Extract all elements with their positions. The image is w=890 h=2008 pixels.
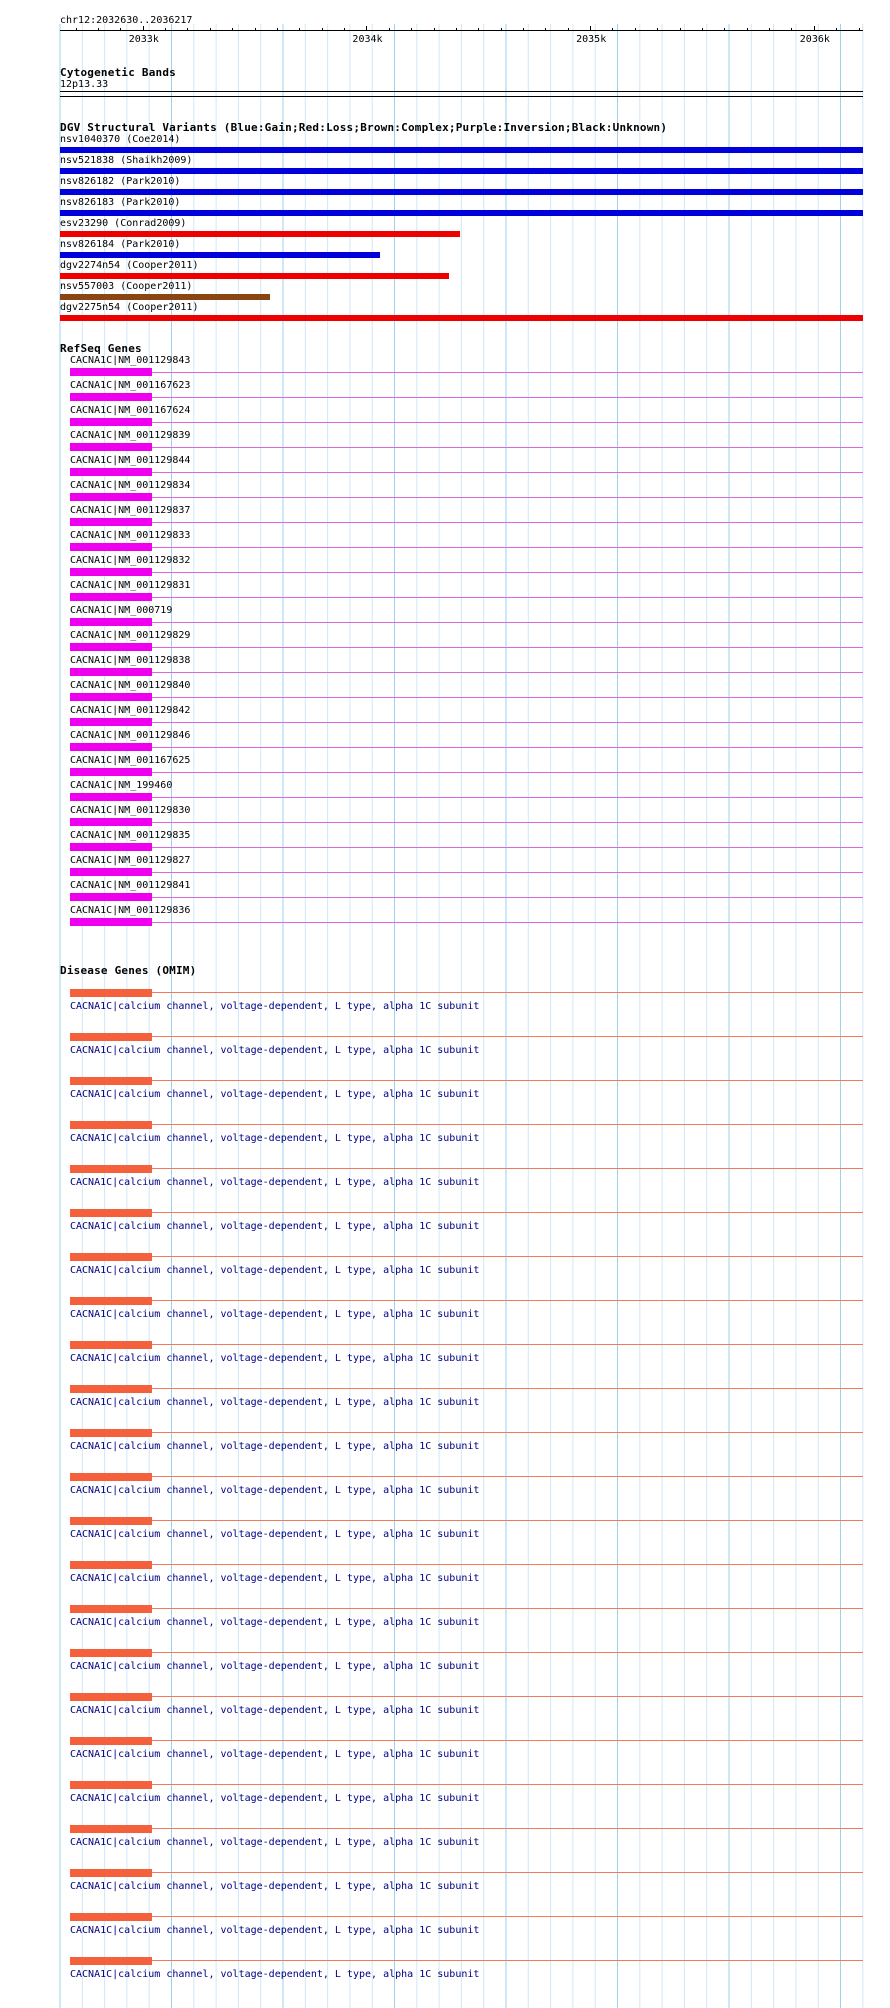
omim-gene-bar[interactable] — [70, 1121, 152, 1129]
omim-gene-label[interactable]: CACNA1C|calcium channel, voltage-dependent, L type, alpha 1C subunit — [70, 1089, 480, 1100]
refseq-intron-line[interactable] — [152, 872, 863, 873]
refseq-gene-label[interactable]: CACNA1C|NM_001167625 — [70, 755, 191, 766]
refseq-exon[interactable] — [70, 468, 152, 476]
cytoband-band-outline-top — [60, 91, 863, 92]
omim-gene-bar[interactable] — [70, 1165, 152, 1173]
ruler-minor-tick — [277, 28, 278, 31]
refseq-exon[interactable] — [70, 418, 152, 426]
omim-gene-label[interactable]: CACNA1C|calcium channel, voltage-dependent, L type, alpha 1C subunit — [70, 1881, 480, 1892]
omim-gene-bar[interactable] — [70, 1605, 152, 1613]
refseq-exon[interactable] — [70, 668, 152, 676]
refseq-intron-line[interactable] — [152, 372, 863, 373]
refseq-intron-line[interactable] — [152, 747, 863, 748]
refseq-intron-line[interactable] — [152, 797, 863, 798]
refseq-intron-line[interactable] — [152, 847, 863, 848]
refseq-intron-line[interactable] — [152, 547, 863, 548]
dgv-variant-label[interactable]: nsv826183 (Park2010) — [60, 197, 181, 208]
ruler-minor-tick — [143, 28, 144, 31]
refseq-gene-label[interactable]: CACNA1C|NM_001129838 — [70, 655, 191, 666]
omim-gene-line[interactable] — [152, 1564, 863, 1565]
omim-gene-bar[interactable] — [70, 989, 152, 997]
dgv-variant-label[interactable]: nsv1040370 (Coe2014) — [60, 134, 181, 145]
omim-gene-line[interactable] — [152, 1696, 863, 1697]
ruler-minor-tick — [612, 28, 613, 31]
refseq-track — [0, 342, 890, 922]
location-label: chr12:2032630..2036217 — [60, 15, 193, 26]
omim-gene-bar[interactable] — [70, 1957, 152, 1965]
refseq-exon[interactable] — [70, 718, 152, 726]
dgv-variant-label[interactable]: nsv826182 (Park2010) — [60, 176, 181, 187]
dgv-variant-label[interactable]: dgv2275n54 (Cooper2011) — [60, 302, 199, 313]
dgv-variant-bar[interactable] — [60, 315, 863, 321]
ruler-minor-tick — [590, 28, 591, 31]
refseq-title: RefSeq Genes — [60, 342, 142, 355]
refseq-exon[interactable] — [70, 693, 152, 701]
omim-gene-line[interactable] — [152, 1388, 863, 1389]
ruler-minor-tick — [344, 28, 345, 31]
omim-gene-bar[interactable] — [70, 1209, 152, 1217]
dgv-variant-bar[interactable] — [60, 168, 863, 174]
ruler-minor-tick — [568, 28, 569, 31]
dgv-variant-bar[interactable] — [60, 231, 460, 237]
omim-track — [0, 964, 890, 2004]
refseq-exon[interactable] — [70, 793, 152, 801]
dgv-variant-label[interactable]: nsv557003 (Cooper2011) — [60, 281, 193, 292]
refseq-exon[interactable] — [70, 768, 152, 776]
refseq-intron-line[interactable] — [152, 672, 863, 673]
refseq-gene-label[interactable]: CACNA1C|NM_001129829 — [70, 630, 191, 641]
dgv-variant-label[interactable]: dgv2274n54 (Cooper2011) — [60, 260, 199, 271]
omim-gene-line[interactable] — [152, 1256, 863, 1257]
omim-gene-line[interactable] — [152, 1212, 863, 1213]
refseq-exon[interactable] — [70, 368, 152, 376]
ruler-minor-tick — [478, 28, 479, 31]
refseq-gene-label[interactable]: CACNA1C|NM_001129832 — [70, 555, 191, 566]
refseq-exon[interactable] — [70, 843, 152, 851]
cytoband-band-outline-bottom — [60, 96, 863, 97]
dgv-variant-bar[interactable] — [60, 273, 449, 279]
omim-gene-bar[interactable] — [70, 1517, 152, 1525]
refseq-gene-label[interactable]: CACNA1C|NM_001129841 — [70, 880, 191, 891]
omim-gene-bar[interactable] — [70, 1429, 152, 1437]
ruler-tick-label: 2034k — [352, 34, 383, 45]
cytoband-label: 12p13.33 — [60, 79, 109, 90]
ruler-minor-tick — [724, 28, 725, 31]
omim-gene-line[interactable] — [152, 1520, 863, 1521]
omim-gene-label[interactable]: CACNA1C|calcium channel, voltage-dependent, L type, alpha 1C subunit — [70, 1353, 480, 1364]
refseq-intron-line[interactable] — [152, 822, 863, 823]
refseq-gene-label[interactable]: CACNA1C|NM_001129831 — [70, 580, 191, 591]
refseq-exon[interactable] — [70, 618, 152, 626]
ruler-minor-tick — [791, 28, 792, 31]
omim-gene-line[interactable] — [152, 1080, 863, 1081]
refseq-gene-label[interactable]: CACNA1C|NM_001129842 — [70, 705, 191, 716]
refseq-gene-label[interactable]: CACNA1C|NM_000719 — [70, 605, 173, 616]
ruler-minor-tick — [769, 28, 770, 31]
ruler-minor-tick — [98, 28, 99, 31]
ruler-minor-tick — [635, 28, 636, 31]
omim-gene-line[interactable] — [152, 1432, 863, 1433]
refseq-intron-line[interactable] — [152, 697, 863, 698]
omim-gene-line[interactable] — [152, 1740, 863, 1741]
refseq-intron-line[interactable] — [152, 522, 863, 523]
omim-gene-line[interactable] — [152, 992, 863, 993]
refseq-exon[interactable] — [70, 743, 152, 751]
omim-gene-bar[interactable] — [70, 1341, 152, 1349]
refseq-gene-label[interactable]: CACNA1C|NM_001129839 — [70, 430, 191, 441]
ruler — [0, 0, 890, 50]
omim-gene-label[interactable]: CACNA1C|calcium channel, voltage-dependent, L type, alpha 1C subunit — [70, 1001, 480, 1012]
refseq-gene-label[interactable]: CACNA1C|NM_001129835 — [70, 830, 191, 841]
omim-gene-bar[interactable] — [70, 1561, 152, 1569]
omim-gene-line[interactable] — [152, 1608, 863, 1609]
refseq-intron-line[interactable] — [152, 597, 863, 598]
refseq-gene-label[interactable]: CACNA1C|NM_001129836 — [70, 905, 191, 916]
omim-gene-bar[interactable] — [70, 1033, 152, 1041]
refseq-intron-line[interactable] — [152, 397, 863, 398]
refseq-gene-label[interactable]: CACNA1C|NM_001129840 — [70, 680, 191, 691]
ruler-tick-label: 2035k — [576, 34, 607, 45]
ruler-minor-tick — [836, 28, 837, 31]
ruler-minor-tick — [322, 28, 323, 31]
omim-gene-bar[interactable] — [70, 1077, 152, 1085]
omim-gene-label[interactable]: CACNA1C|calcium channel, voltage-dependent, L type, alpha 1C subunit — [70, 1661, 480, 1672]
refseq-intron-line[interactable] — [152, 572, 863, 573]
omim-gene-label[interactable]: CACNA1C|calcium channel, voltage-dependent, L type, alpha 1C subunit — [70, 1925, 480, 1936]
omim-gene-bar[interactable] — [70, 1781, 152, 1789]
omim-gene-bar[interactable] — [70, 1473, 152, 1481]
refseq-intron-line[interactable] — [152, 772, 863, 773]
omim-gene-label[interactable]: CACNA1C|calcium channel, voltage-dependent, L type, alpha 1C subunit — [70, 1221, 480, 1232]
refseq-gene-label[interactable]: CACNA1C|NM_001129834 — [70, 480, 191, 491]
refseq-exon[interactable] — [70, 543, 152, 551]
dgv-variant-bar[interactable] — [60, 252, 380, 258]
refseq-exon[interactable] — [70, 568, 152, 576]
ruler-minor-tick — [366, 28, 367, 31]
dgv-variant-bar[interactable] — [60, 189, 863, 195]
omim-gene-line[interactable] — [152, 1036, 863, 1037]
ruler-tick-label: 2036k — [799, 34, 830, 45]
omim-gene-label[interactable]: CACNA1C|calcium channel, voltage-dependent, L type, alpha 1C subunit — [70, 1617, 480, 1628]
ruler-minor-tick — [299, 28, 300, 31]
omim-gene-bar[interactable] — [70, 1385, 152, 1393]
refseq-exon[interactable] — [70, 868, 152, 876]
omim-gene-bar[interactable] — [70, 1913, 152, 1921]
omim-gene-line[interactable] — [152, 1652, 863, 1653]
ruler-minor-tick — [187, 28, 188, 31]
omim-gene-line[interactable] — [152, 1344, 863, 1345]
refseq-intron-line[interactable] — [152, 497, 863, 498]
omim-gene-label[interactable]: CACNA1C|calcium channel, voltage-dependent, L type, alpha 1C subunit — [70, 1837, 480, 1848]
dgv-title: DGV Structural Variants (Blue:Gain;Red:Loss;Brown:Complex;Purple:Inversion;Black:Unknown) — [60, 121, 668, 134]
omim-gene-label[interactable]: CACNA1C|calcium channel, voltage-dependent, L type, alpha 1C subunit — [70, 1177, 480, 1188]
refseq-exon[interactable] — [70, 443, 152, 451]
refseq-exon[interactable] — [70, 818, 152, 826]
refseq-intron-line[interactable] — [152, 722, 863, 723]
omim-gene-label[interactable]: CACNA1C|calcium channel, voltage-dependent, L type, alpha 1C subunit — [70, 1573, 480, 1584]
dgv-variant-label[interactable]: nsv826184 (Park2010) — [60, 239, 181, 250]
omim-gene-line[interactable] — [152, 1916, 863, 1917]
refseq-exon[interactable] — [70, 643, 152, 651]
refseq-gene-label[interactable]: CACNA1C|NM_001129830 — [70, 805, 191, 816]
refseq-exon[interactable] — [70, 493, 152, 501]
refseq-intron-line[interactable] — [152, 647, 863, 648]
ruler-minor-tick — [255, 28, 256, 31]
refseq-exon[interactable] — [70, 593, 152, 601]
refseq-intron-line[interactable] — [152, 447, 863, 448]
omim-gene-bar[interactable] — [70, 1253, 152, 1261]
ruler-minor-tick — [434, 28, 435, 31]
refseq-gene-label[interactable]: CACNA1C|NM_001129827 — [70, 855, 191, 866]
omim-gene-line[interactable] — [152, 1872, 863, 1873]
ruler-minor-tick — [456, 28, 457, 31]
omim-gene-label[interactable]: CACNA1C|calcium channel, voltage-dependent, L type, alpha 1C subunit — [70, 1441, 480, 1452]
omim-gene-bar[interactable] — [70, 1649, 152, 1657]
refseq-intron-line[interactable] — [152, 897, 863, 898]
ruler-minor-tick — [76, 28, 77, 31]
omim-gene-label[interactable]: CACNA1C|calcium channel, voltage-dependent, L type, alpha 1C subunit — [70, 1529, 480, 1540]
refseq-exon[interactable] — [70, 893, 152, 901]
ruler-minor-tick — [120, 28, 121, 31]
ruler-minor-tick — [657, 28, 658, 31]
omim-gene-bar[interactable] — [70, 1825, 152, 1833]
omim-gene-line[interactable] — [152, 1300, 863, 1301]
refseq-exon[interactable] — [70, 518, 152, 526]
omim-gene-label[interactable]: CACNA1C|calcium channel, voltage-dependent, L type, alpha 1C subunit — [70, 1265, 480, 1276]
omim-gene-label[interactable]: CACNA1C|calcium channel, voltage-dependent, L type, alpha 1C subunit — [70, 1705, 480, 1716]
dgv-track — [0, 121, 890, 321]
omim-gene-line[interactable] — [152, 1476, 863, 1477]
omim-gene-label[interactable]: CACNA1C|calcium channel, voltage-dependent, L type, alpha 1C subunit — [70, 1133, 480, 1144]
refseq-intron-line[interactable] — [152, 922, 863, 923]
omim-gene-label[interactable]: CACNA1C|calcium channel, voltage-dependent, L type, alpha 1C subunit — [70, 1309, 480, 1320]
ruler-minor-tick — [814, 28, 815, 31]
omim-gene-label[interactable]: CACNA1C|calcium channel, voltage-dependent, L type, alpha 1C subunit — [70, 1793, 480, 1804]
ruler-minor-tick — [501, 28, 502, 31]
omim-gene-line[interactable] — [152, 1960, 863, 1961]
ruler-minor-tick — [702, 28, 703, 31]
omim-gene-line[interactable] — [152, 1124, 863, 1125]
refseq-gene-label[interactable]: CACNA1C|NM_001129843 — [70, 355, 191, 366]
refseq-intron-line[interactable] — [152, 472, 863, 473]
ruler-minor-tick — [165, 28, 166, 31]
refseq-gene-label[interactable]: CACNA1C|NM_001167623 — [70, 380, 191, 391]
ruler-minor-tick — [680, 28, 681, 31]
refseq-gene-label[interactable]: CACNA1C|NM_001129844 — [70, 455, 191, 466]
omim-gene-bar[interactable] — [70, 1297, 152, 1305]
cytoband-title: Cytogenetic Bands — [60, 66, 176, 79]
refseq-gene-label[interactable]: CACNA1C|NM_001129833 — [70, 530, 191, 541]
dgv-variant-label[interactable]: nsv521838 (Shaikh2009) — [60, 155, 193, 166]
omim-gene-label[interactable]: CACNA1C|calcium channel, voltage-dependent, L type, alpha 1C subunit — [70, 1749, 480, 1760]
refseq-exon[interactable] — [70, 918, 152, 926]
ruler-minor-tick — [747, 28, 748, 31]
dgv-variant-bar[interactable] — [60, 147, 863, 153]
omim-gene-line[interactable] — [152, 1168, 863, 1169]
omim-gene-label[interactable]: CACNA1C|calcium channel, voltage-dependent, L type, alpha 1C subunit — [70, 1969, 480, 1980]
refseq-intron-line[interactable] — [152, 422, 863, 423]
ruler-minor-tick — [545, 28, 546, 31]
dgv-variant-label[interactable]: esv23290 (Conrad2009) — [60, 218, 187, 229]
ruler-minor-tick — [389, 28, 390, 31]
refseq-intron-line[interactable] — [152, 622, 863, 623]
omim-gene-label[interactable]: CACNA1C|calcium channel, voltage-dependent, L type, alpha 1C subunit — [70, 1485, 480, 1496]
ruler-minor-tick — [210, 28, 211, 31]
omim-gene-label[interactable]: CACNA1C|calcium channel, voltage-dependent, L type, alpha 1C subunit — [70, 1045, 480, 1056]
cytoband-track — [0, 66, 890, 100]
refseq-gene-label[interactable]: CACNA1C|NM_001129837 — [70, 505, 191, 516]
refseq-gene-label[interactable]: CACNA1C|NM_001129846 — [70, 730, 191, 741]
ruler-minor-tick — [232, 28, 233, 31]
omim-gene-bar[interactable] — [70, 1869, 152, 1877]
ruler-tick-label: 2033k — [128, 34, 159, 45]
omim-gene-line[interactable] — [152, 1784, 863, 1785]
ruler-line — [60, 30, 863, 31]
ruler-minor-tick — [523, 28, 524, 31]
dgv-variant-bar[interactable] — [60, 210, 863, 216]
dgv-variant-bar[interactable] — [60, 294, 270, 300]
omim-gene-line[interactable] — [152, 1828, 863, 1829]
omim-gene-bar[interactable] — [70, 1693, 152, 1701]
omim-gene-label[interactable]: CACNA1C|calcium channel, voltage-dependent, L type, alpha 1C subunit — [70, 1397, 480, 1408]
omim-title: Disease Genes (OMIM) — [60, 964, 197, 977]
refseq-gene-label[interactable]: CACNA1C|NM_001167624 — [70, 405, 191, 416]
refseq-gene-label[interactable]: CACNA1C|NM_199460 — [70, 780, 173, 791]
ruler-minor-tick — [859, 28, 860, 31]
refseq-exon[interactable] — [70, 393, 152, 401]
omim-gene-bar[interactable] — [70, 1737, 152, 1745]
ruler-minor-tick — [411, 28, 412, 31]
